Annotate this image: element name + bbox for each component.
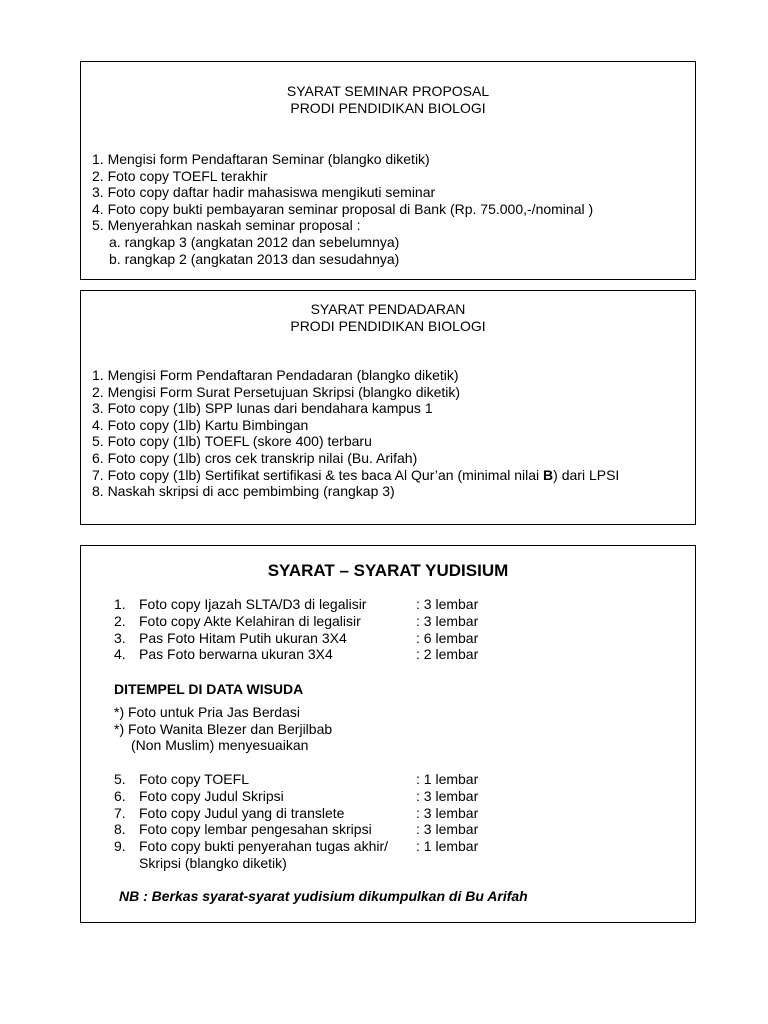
list-item: 3. Foto copy daftar hadir mahasiswa mengikuti seminar: [92, 184, 436, 201]
row-qty: : 3 lembar: [416, 821, 479, 838]
list-item: 2. Mengisi Form Surat Persetujuan Skripsi (blangko diketik): [92, 383, 461, 400]
pendadaran-box: [80, 290, 696, 525]
row-qty: : 2 lembar: [416, 646, 479, 663]
row-qty: : 3 lembar: [416, 804, 479, 821]
list-item: [92, 467, 619, 484]
list-item: 4. Foto copy bukti pembayaran seminar proposal di Bank (Rp. 75.000,-/nominal ): [92, 200, 594, 217]
pendadaran-title: SYARAT PENDADARAN: [310, 301, 466, 317]
row-text: Pas Foto Hitam Putih ukuran 3X4: [139, 629, 347, 646]
list-item: 3. Foto copy (1lb) SPP lunas dari bendahara kampus 1: [92, 400, 433, 417]
note-line: *) Foto Wanita Blezer dan Berjilbab: [114, 720, 333, 737]
row-text: Foto copy bukti penyerahan tugas akhir/: [139, 838, 389, 855]
item7-suffix: ) dari LPSI: [553, 466, 620, 483]
pendadaran-requirements-list: [92, 367, 619, 500]
item7-grade: B: [543, 466, 554, 483]
row-number: 2.: [114, 612, 126, 629]
row-text: Foto copy Ijazah SLTA/D3 di legalisir: [139, 596, 367, 612]
list-item: 2. Foto copy TOEFL terakhir: [92, 167, 268, 184]
row-qty: : 1 lembar: [416, 771, 479, 787]
list-subitem: a. rangkap 3 (angkatan 2012 dan sebelumnya): [109, 233, 400, 250]
row-number: 4.: [114, 646, 126, 663]
row-number: 3.: [114, 629, 126, 646]
row-qty: : 3 lembar: [416, 612, 479, 629]
list-item: 5. Menyerahkan naskah seminar proposal :: [92, 217, 361, 234]
list-item: 8. Naskah skripsi di acc pembimbing (rangkap 3): [92, 483, 395, 500]
row-qty: : 1 lembar: [416, 838, 479, 855]
row-text: Foto copy Akte Kelahiran di legalisir: [139, 612, 361, 629]
row-number: 5.: [114, 771, 126, 787]
row-number: 1.: [114, 596, 126, 612]
list-item: 1. Mengisi Form Pendaftaran Pendadaran (blangko diketik): [92, 367, 459, 383]
row-number: 9.: [114, 838, 126, 855]
list-item: 1. Mengisi form Pendaftaran Seminar (blangko diketik): [92, 151, 430, 167]
row-text: Skripsi (blangko diketik): [139, 854, 287, 871]
row-qty: : 6 lembar: [416, 629, 479, 646]
list-item: 4. Foto copy (1lb) Kartu Bimbingan: [92, 416, 309, 433]
list-item: 5. Foto copy (1lb) TOEFL (skore 400) terbaru: [92, 433, 372, 450]
section-heading: DITEMPEL DI DATA WISUDA: [114, 681, 304, 697]
row-number: 7.: [114, 804, 126, 821]
note-line: (Non Muslim) menyesuaikan: [131, 737, 309, 754]
photo-notes: [114, 704, 332, 754]
row-text: Foto copy lembar pengesahan skripsi: [139, 821, 372, 838]
nb-note: NB : Berkas syarat-syarat yudisium dikumpulkan di Bu Arifah: [119, 888, 528, 904]
seminar-requirements-list: [92, 151, 593, 267]
yudisium-title: SYARAT – SYARAT YUDISIUM: [267, 561, 509, 580]
row-text: Foto copy TOEFL: [139, 771, 249, 787]
pendadaran-subtitle: PRODI PENDIDIKAN BIOLOGI: [290, 318, 486, 334]
yudisium-box: [80, 545, 696, 923]
row-number: 8.: [114, 821, 126, 838]
list-item: 6. Foto copy (1lb) cros cek transkrip nilai (Bu. Arifah): [92, 449, 418, 466]
seminar-proposal-box: [80, 61, 696, 280]
list-subitem: b. rangkap 2 (angkatan 2013 dan sesudahnya): [109, 250, 400, 267]
item7-text: 7. Foto copy (1lb) Sertifikat sertifikasi & tes baca Al Qur’an (minimal nilai: [92, 466, 544, 483]
row-text: Foto copy Judul Skripsi: [139, 787, 284, 804]
row-number: 6.: [114, 787, 126, 804]
note-line: *) Foto untuk Pria Jas Berdasi: [114, 704, 300, 720]
seminar-title: SYARAT SEMINAR PROPOSAL: [286, 83, 490, 99]
seminar-subtitle: PRODI PENDIDIKAN BIOLOGI: [290, 100, 486, 116]
row-text: Pas Foto berwarna ukuran 3X4: [139, 646, 333, 663]
row-qty: : 3 lembar: [416, 596, 479, 612]
row-qty: : 3 lembar: [416, 787, 479, 804]
row-text: Foto copy Judul yang di translete: [139, 804, 345, 821]
